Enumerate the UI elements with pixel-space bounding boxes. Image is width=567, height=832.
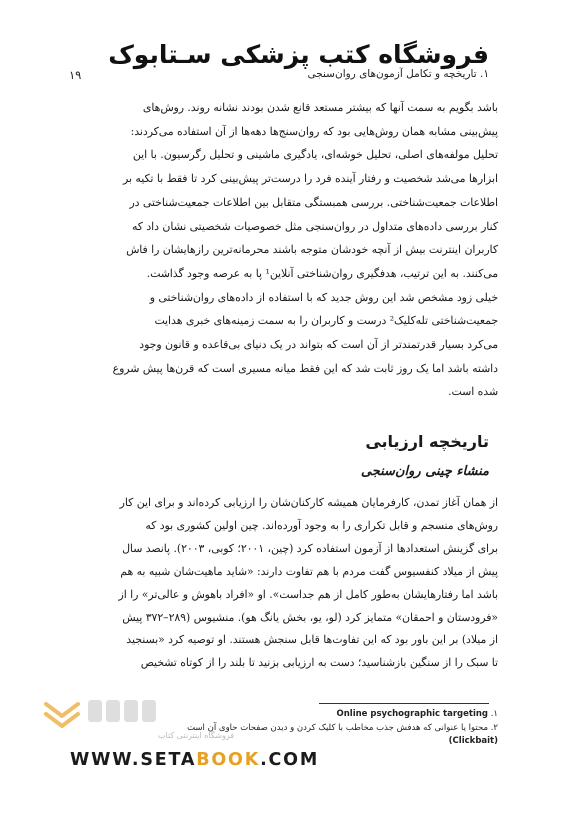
text-line: از همان آغاز تمدن، کارفرمایان همیشه کارکنان‌شان را ارزیابی کرده‌اند و برای این کار (119, 496, 498, 509)
site-title: فروشگاه کتب پزشکی سـتابوک (108, 40, 489, 69)
text-line: از میلاد) بر این باور بود که این تفاوت‌ها قابل سنجش هستند. او توصیه کرد «بسنجید (126, 633, 498, 647)
text-line: کاربران اینترنت بیش از آنچه خودشان متوجه باشند محرمانه‌ترین رازهایشان را فاش (126, 243, 498, 257)
text-line: شده است. (448, 385, 498, 399)
text-line: «فرودستان و احمقان» متمایز کرد (لو، یو، بخش یانگ هو). منشیوس (۲۸۹–۳۷۲ پیش (122, 610, 498, 624)
text-line: می‌کرد بسیار قدرتمندتر از آن است که بتواند در یک دنیای بی‌قاعده و قانون وجود (139, 338, 498, 352)
logo-tagline: فروشگاه اینترنتی کتاب (158, 731, 235, 740)
page-number: ۱۹ (69, 68, 82, 82)
text-line: می‌کنند. به این ترتیب، هدفگیری روان‌شناختی آنلاین¹ پا به عرصه وجود گذاشت. (146, 266, 498, 280)
running-title: ۱. تاریخچه و تکامل آزمون‌های روان‌سنجی (307, 68, 489, 80)
paragraph-2 (78, 492, 498, 675)
text-line: روش‌های منسجم و قابل تکراری را به وجود آورده‌اند. چین اولین کشوری بود که (145, 518, 498, 532)
text-line: داشته باشد اما یک روز ثابت شد که این فقط میانه مسیری است که قرن‌ها پیش شروع (112, 361, 498, 375)
text-line: باشد بگویم به سمت آنها که بیشتر مستعد قانع شدن بودند نشانه روند. روش‌های (142, 101, 498, 114)
section-heading: تاریخچه ارزیابی (365, 432, 489, 451)
text-line: باشد اما رفتارهایشان به‌طور کامل از هم جداست». او «افراد با‌هوش و عالی‌تر» را از (118, 587, 498, 601)
text-line: ابزارها می‌شد شخصیت و رفتار آینده فرد را درست‌تر پیش‌بینی کرد تا فقط با تکیه بر (123, 172, 498, 186)
running-head (69, 68, 489, 82)
text-line: کنار بررسی داده‌های متداول در روان‌سنجی مثل خصوصیات شخصیتی نشان داد که (131, 219, 498, 233)
footnote-1-term: Online psychographic targeting (336, 709, 489, 719)
setabook-logo-icon (40, 690, 235, 745)
footnote-1-number: ۱. (490, 709, 498, 719)
footnote-2-term: (Clickbait) (448, 736, 498, 746)
footnote-2: ۲. محتوا یا عنوانی که هدفش جذب مخاطب با کلیک کردن و دیدن صفحات حاوی آن است (187, 722, 498, 733)
text-line: خیلی زود مشخص شد این روش جدید که با استفاده از داده‌های روان‌شناختی و (149, 290, 498, 304)
footnote-divider (319, 703, 489, 704)
url-suffix: .COM (260, 750, 320, 770)
text-line: تا سبک را از سنگین بازشناسید؛ دست به ارزیابی بزنید تا بلند را از کوتاه تشخیص (140, 656, 498, 670)
text-line: اطلاعات جمعیت‌شناختی. بررسی همبستگی متقابل بین اطلاعات جمعیت‌شناختی در (129, 195, 498, 209)
paragraph-1 (78, 96, 498, 404)
url-accent: BOOK (196, 750, 261, 770)
text-line: پیش از میلاد کنفسیوس گفت مردم با هم تفاوت دارند: «شاید ماهیت‌شان شبیه به هم (120, 564, 498, 578)
url-prefix: WWW.SETA (70, 750, 197, 770)
text-line: پیش‌بینی مشابه همان روش‌هایی بود که روان‌سنج‌ها دهه‌ها از آن استفاده می‌کردند: (130, 124, 498, 138)
text-line: جمعیت‌شناختی تله‌کلیک² درست و کاربران را به سمت زمینه‌های خبری هدایت (154, 314, 498, 328)
subsection-heading: منشاء چینی روان‌سنجی (360, 464, 489, 479)
watermark-url (70, 750, 319, 770)
text-line: برای گزینش استعدادها از آزمون استفاده کرد (چین، ۲۰۰۱؛ کوبی، ۲۰۰۳). پانصد سال (122, 541, 498, 555)
text-line: تحلیل مولفه‌های اصلی، تحلیل خوشه‌ای، یادگیری ماشینی و تحلیل رگرسیون. با این (132, 148, 498, 162)
